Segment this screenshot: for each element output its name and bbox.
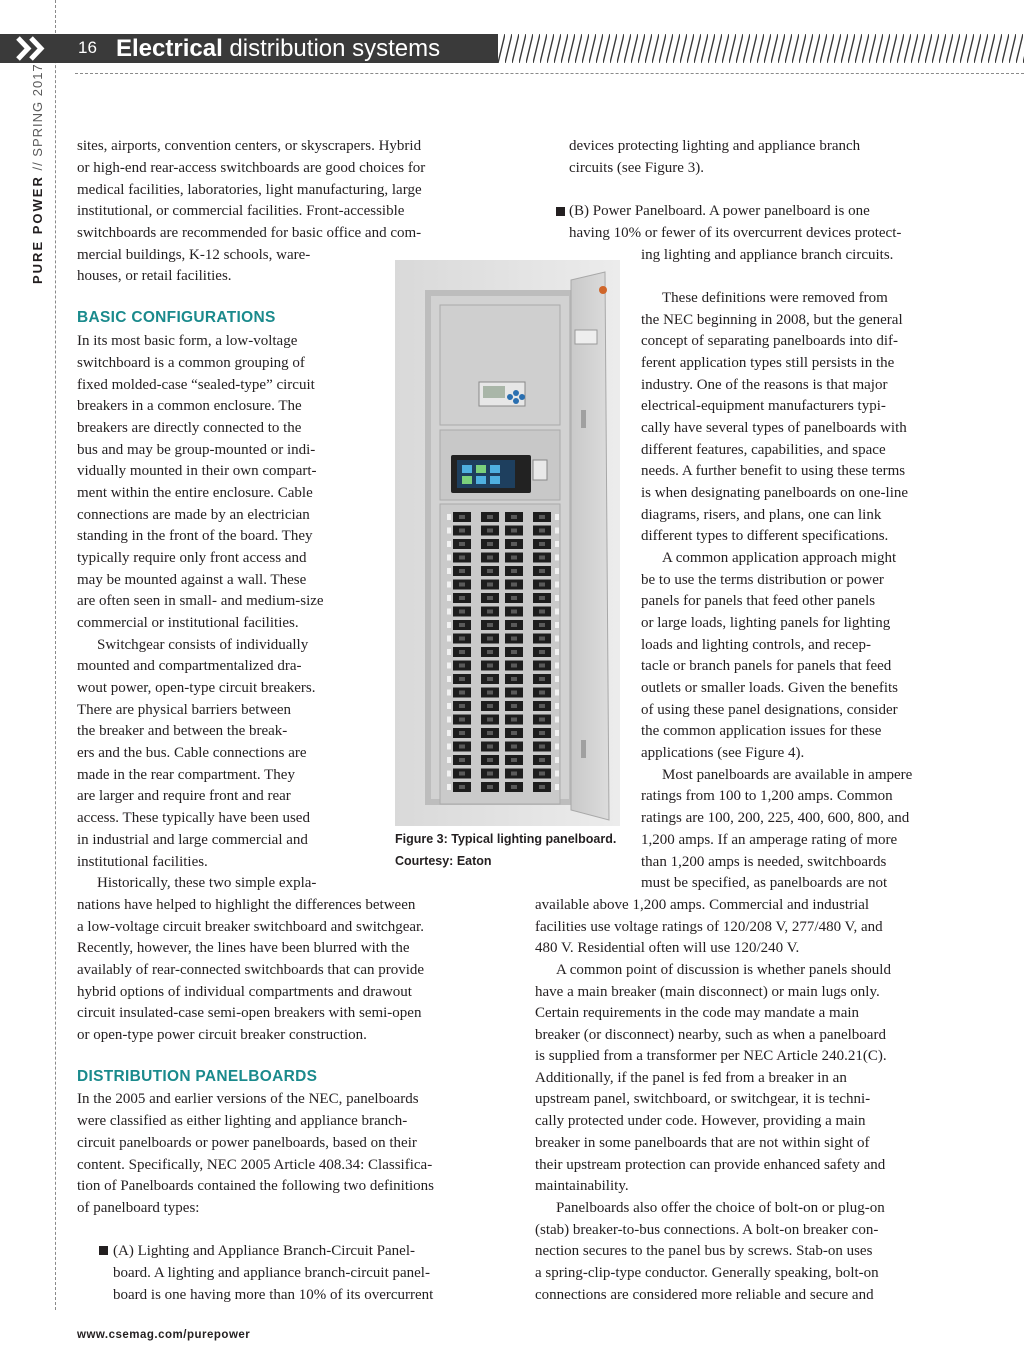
page-header xyxy=(0,34,1024,63)
breaker-toggle xyxy=(539,650,545,654)
right-column-text-line: facilities use voltage ratings of 120/208 V, 277/480 V, and xyxy=(535,919,883,935)
breaker-toggle xyxy=(539,785,545,789)
left-column-text-line: hybrid options of individual compartments and drawout xyxy=(77,984,412,1000)
breaker-toggle xyxy=(487,542,493,546)
breaker-label xyxy=(447,771,451,777)
right-column-text-line: a spring-clip-type conductor. Generally speaking, bolt-on xyxy=(535,1265,879,1281)
right-column-text-line: A common application approach might xyxy=(662,550,897,566)
left-column-text-line: breakers are directly connected to the xyxy=(77,420,302,436)
right-column-text-line: outlets or smaller loads. Given the benefits xyxy=(641,680,899,696)
breaker-toggle xyxy=(539,529,545,533)
right-column-text-line: Certain requirements in the code may mandate a main xyxy=(535,1005,860,1021)
breaker-label xyxy=(447,568,451,574)
left-column-text-line: are larger and require front and rear xyxy=(77,788,291,804)
right-column-text-line: have a main breaker (main disconnect) or main lugs only. xyxy=(535,984,880,1000)
margin-dashed-rule xyxy=(55,0,56,1310)
side-issue: // SPRING 2017 xyxy=(30,63,45,176)
breaker-toggle xyxy=(459,650,465,654)
left-column-text-line: or open-type power circuit breaker construction. xyxy=(77,1027,367,1043)
left-column-text-line: houses, or retail facilities. xyxy=(77,268,232,284)
right-column-text-line: tacle or branch panels for panels that feed xyxy=(641,658,892,674)
breaker-toggle xyxy=(539,664,545,668)
breaker-toggle xyxy=(487,731,493,735)
right-column-text-line: applications (see Figure 4). xyxy=(641,745,805,761)
right-column-text-line: ing lighting and appliance branch circuits. xyxy=(641,247,894,263)
breaker-label xyxy=(447,541,451,547)
breaker-toggle xyxy=(511,610,517,614)
heading-distribution-panelboards: DISTRIBUTION PANELBOARDS xyxy=(77,1068,318,1085)
breaker-label xyxy=(447,555,451,561)
breaker-toggle xyxy=(459,542,465,546)
breaker-toggle xyxy=(459,718,465,722)
right-column-text-line: circuits (see Figure 3). xyxy=(569,160,704,176)
breaker-toggle xyxy=(459,583,465,587)
breaker-toggle xyxy=(459,677,465,681)
right-column-text-line: Additionally, if the panel is fed from a breaker in an xyxy=(535,1070,847,1086)
left-column-text-line: institutional facilities. xyxy=(77,854,208,870)
breaker-label xyxy=(447,528,451,534)
breaker-label xyxy=(555,541,559,547)
left-column-text-line: Switchgear consists of individually xyxy=(97,637,309,653)
breaker-label xyxy=(447,676,451,682)
breaker-toggle xyxy=(511,691,517,695)
breaker-label xyxy=(555,663,559,669)
left-column-text-line: breakers in a common enclosure. The xyxy=(77,398,302,414)
breaker-toggle xyxy=(487,718,493,722)
breaker-toggle xyxy=(511,515,517,519)
left-column-text-line: Recently, however, the lines have been blurred with the xyxy=(77,940,410,956)
breaker-label xyxy=(555,771,559,777)
breaker-toggle xyxy=(487,529,493,533)
right-column-text-line: available above 1,200 amps. Commercial and industrial xyxy=(535,897,870,913)
left-column-text-line: wout power, open-type circuit breakers. xyxy=(77,680,316,696)
breaker-label xyxy=(447,582,451,588)
breaker-label xyxy=(447,717,451,723)
breaker-toggle xyxy=(539,772,545,776)
left-column-text-line: were classified as either lighting and appliance branch- xyxy=(77,1113,408,1129)
right-column-text-line: having 10% or fewer of its overcurrent devices protect- xyxy=(569,225,902,241)
right-column-text-line: 480 V. Residential often will use 120/240 V. xyxy=(535,940,800,956)
left-column-text-line: board. A lighting and appliance branch-circuit panel- xyxy=(113,1265,430,1281)
breaker-label xyxy=(447,730,451,736)
left-column-text-line: institutional, or commercial facilities. Front-accessible xyxy=(77,203,405,219)
right-column-text-line: maintainability. xyxy=(535,1178,629,1194)
breaker-label xyxy=(555,514,559,520)
left-column-text-line: nations have helped to highlight the differences between xyxy=(77,897,416,913)
breaker-label xyxy=(555,784,559,790)
right-column-text-line: industry. One of the reasons is that major xyxy=(641,377,888,393)
bullet-marker xyxy=(556,207,565,216)
breaker-label xyxy=(555,568,559,574)
breaker-toggle xyxy=(459,704,465,708)
left-column-text-line: fixed molded-case “sealed-type” circuit xyxy=(77,377,315,393)
left-column-text-line: made in the rear compartment. They xyxy=(77,767,295,783)
breaker-toggle xyxy=(487,556,493,560)
breaker-toggle xyxy=(511,745,517,749)
breaker-toggle xyxy=(459,529,465,533)
breaker-toggle xyxy=(487,569,493,573)
breaker-label xyxy=(555,703,559,709)
right-column-text-line: electrical-equipment manufacturers typi- xyxy=(641,398,886,414)
breaker-label xyxy=(447,757,451,763)
right-column-text-line: must be specified, as panelboards are not xyxy=(641,875,888,891)
side-issue-label xyxy=(30,63,45,284)
right-column-text-line: panels for panels that feed other panels xyxy=(641,593,876,609)
right-column-text-line: is when designating panelboards on one-line xyxy=(641,485,909,501)
breaker-label xyxy=(555,730,559,736)
breaker-toggle xyxy=(511,650,517,654)
breaker-label xyxy=(447,744,451,750)
left-column-text-line: in industrial and large commercial and xyxy=(77,832,308,848)
breaker-toggle xyxy=(487,650,493,654)
breaker-toggle xyxy=(511,623,517,627)
breaker-toggle xyxy=(539,745,545,749)
heading-basic-configurations: BASIC CONFIGURATIONS xyxy=(77,309,276,326)
breaker-toggle xyxy=(511,596,517,600)
figure-credit: Courtesy: Eaton xyxy=(395,854,492,868)
breaker-toggle xyxy=(487,677,493,681)
right-column-text-line: (stab) breaker-to-bus connections. A bolt-on breaker con- xyxy=(535,1222,879,1238)
breaker-toggle xyxy=(511,529,517,533)
left-column-text-line: (A) Lighting and Appliance Branch-Circuit Panel- xyxy=(113,1243,415,1259)
breaker-toggle xyxy=(487,758,493,762)
breaker-toggle xyxy=(459,664,465,668)
left-column-text-line: In its most basic form, a low-voltage xyxy=(77,333,298,349)
right-column-text-line: diagrams, risers, and plans, one can link xyxy=(641,507,882,523)
breaker-toggle xyxy=(487,664,493,668)
breaker-toggle xyxy=(539,691,545,695)
right-column-text-line: connections are considered more reliable and secure and xyxy=(535,1287,874,1303)
left-column-text-line: availably of rear-connected switchboards that can provide xyxy=(77,962,425,978)
right-column-text-line: ratings are 100, 200, 225, 400, 600, 800, and xyxy=(641,810,910,826)
breaker-label xyxy=(555,609,559,615)
breaker-toggle xyxy=(539,515,545,519)
right-column-text-line: their upstream protection can provide enhanced safety and xyxy=(535,1157,886,1173)
breaker-label xyxy=(555,690,559,696)
breaker-label xyxy=(555,595,559,601)
breaker-toggle xyxy=(511,542,517,546)
breaker-label xyxy=(555,676,559,682)
left-column-text-line: board is one having more than 10% of its overcurrent xyxy=(113,1287,434,1303)
breaker-toggle xyxy=(459,623,465,627)
panelboard-photo xyxy=(395,260,620,826)
breaker-label xyxy=(447,690,451,696)
header-dashed-rule xyxy=(75,73,1024,74)
breaker-label xyxy=(555,717,559,723)
breaker-label xyxy=(555,555,559,561)
breaker-toggle xyxy=(511,772,517,776)
breaker-toggle xyxy=(459,515,465,519)
breaker-label xyxy=(447,649,451,655)
section-title-bold: Electrical xyxy=(116,35,223,62)
left-column-text-line: mercial buildings, K-12 schools, ware- xyxy=(77,247,311,263)
right-column-text-line: breaker in some panelboards that are not within sight of xyxy=(535,1135,870,1151)
right-column-text-line: devices protecting lighting and appliance branch xyxy=(569,138,861,154)
breaker-toggle xyxy=(539,718,545,722)
breaker-toggle xyxy=(511,637,517,641)
right-column-text-line: is supplied from a transformer per NEC Article 240.21(C). xyxy=(535,1048,887,1064)
right-column-text-line: ferent application types still persists in the xyxy=(641,355,895,371)
breaker-toggle xyxy=(487,785,493,789)
panelboard-illustration xyxy=(395,260,620,826)
right-column-text-line: Most panelboards are available in ampere xyxy=(662,767,913,783)
breaker-toggle xyxy=(511,583,517,587)
right-column-text-line: be to use the terms distribution or power xyxy=(641,572,884,588)
double-chevron-icon xyxy=(14,34,50,63)
breaker-toggle xyxy=(539,569,545,573)
breaker-toggle xyxy=(511,704,517,708)
breaker-toggle xyxy=(539,610,545,614)
breaker-toggle xyxy=(487,704,493,708)
breaker-label xyxy=(447,622,451,628)
breaker-toggle xyxy=(487,610,493,614)
breaker-toggle xyxy=(511,677,517,681)
breaker-toggle xyxy=(459,785,465,789)
right-column-text-line: cally protected under code. However, providing a main xyxy=(535,1113,866,1129)
right-column-text-line: These definitions were removed from xyxy=(662,290,888,306)
right-column-text-line: concept of separating panelboards into dif- xyxy=(641,333,898,349)
breaker-toggle xyxy=(459,637,465,641)
breaker-toggle xyxy=(539,758,545,762)
breaker-toggle xyxy=(459,556,465,560)
breaker-label xyxy=(447,595,451,601)
breaker-toggle xyxy=(487,515,493,519)
left-column-text-line: commercial or institutional facilities. xyxy=(77,615,299,631)
right-column-text-line: 1,200 amps. If an amperage rating of more xyxy=(641,832,898,848)
left-column-text-line: tion of Panelboards contained the following two definitions xyxy=(77,1178,435,1194)
right-column-text-line: Panelboards also offer the choice of bolt-on or plug-on xyxy=(556,1200,885,1216)
right-column-text-line: loads and lighting controls, and recep- xyxy=(641,637,871,653)
left-column-text-line: are often seen in small- and medium-size xyxy=(77,593,324,609)
right-column-text-line: different types to different specifications. xyxy=(641,528,889,544)
breaker-toggle xyxy=(539,542,545,546)
right-column-text-line: the NEC beginning in 2008, but the general xyxy=(641,312,903,328)
breaker-toggle xyxy=(459,596,465,600)
breaker-toggle xyxy=(459,745,465,749)
breaker-label xyxy=(555,649,559,655)
left-column-text-line: Historically, these two simple expla- xyxy=(97,875,317,891)
left-column-text-line: typically require only front access and xyxy=(77,550,307,566)
left-column-text-line: ment within the entire enclosure. Cable xyxy=(77,485,313,501)
right-column-text-line: than 1,200 amps is needed, switchboards xyxy=(641,854,887,870)
breaker-label xyxy=(447,636,451,642)
right-column-text-line: upstream panel, switchboard, or switchgear, it is techni- xyxy=(535,1091,871,1107)
left-column-text-line: circuit panelboards or power panelboards, based on their xyxy=(77,1135,417,1151)
right-column-text-line: needs. A further benefit to using these terms xyxy=(641,463,906,479)
breaker-toggle xyxy=(539,677,545,681)
breaker-label xyxy=(555,744,559,750)
breaker-toggle xyxy=(539,623,545,627)
right-column-text-line: or large loads, lighting panels for lighting xyxy=(641,615,891,631)
breaker-toggle xyxy=(487,596,493,600)
left-column-text-line: switchboard is a common grouping of xyxy=(77,355,305,371)
breaker-toggle xyxy=(487,691,493,695)
left-column-text-line: There are physical barriers between xyxy=(77,702,292,718)
left-column-text-line: bus and may be group-mounted or indi- xyxy=(77,442,316,458)
left-column-text-line: of panelboard types: xyxy=(77,1200,200,1216)
right-column-text-line: the common application issues for these xyxy=(641,723,882,739)
left-column-text-line: switchboards are recommended for basic office and com- xyxy=(77,225,422,241)
breaker-toggle xyxy=(459,569,465,573)
left-column-text-line: vidually mounted in their own compart- xyxy=(77,463,317,479)
breaker-toggle xyxy=(459,758,465,762)
side-brand: PURE POWER xyxy=(30,175,45,284)
left-column-text-line: a low-voltage circuit breaker switchboard and switchgear. xyxy=(77,919,424,935)
breaker-toggle xyxy=(511,556,517,560)
breaker-label xyxy=(447,663,451,669)
breaker-toggle xyxy=(511,731,517,735)
left-column-text-line: or high-end rear-access switchboards are good choices for xyxy=(77,160,426,176)
breaker-toggle xyxy=(539,704,545,708)
breaker-label xyxy=(447,703,451,709)
breaker-label xyxy=(555,528,559,534)
breaker-toggle xyxy=(511,569,517,573)
left-column-text-line: mounted and compartmentalized dra- xyxy=(77,658,302,674)
left-column-text-line: sites, airports, convention centers, or skyscrapers. Hybrid xyxy=(77,138,422,154)
right-column-text-line: (B) Power Panelboard. A power panelboard is one xyxy=(569,203,870,219)
page-number: 16 xyxy=(78,38,97,57)
breaker-toggle xyxy=(539,596,545,600)
breaker-toggle xyxy=(487,637,493,641)
left-column-text-line: In the 2005 and earlier versions of the NEC, panelboards xyxy=(77,1091,419,1107)
left-column-text-line: access. These typically have been used xyxy=(77,810,310,826)
right-column-text-line: breaker (or disconnect) nearby, such as when a panelboard xyxy=(535,1027,886,1043)
breaker-toggle xyxy=(487,772,493,776)
breaker-toggle xyxy=(539,583,545,587)
breaker-toggle xyxy=(487,745,493,749)
breaker-toggle xyxy=(511,718,517,722)
breaker-label xyxy=(447,609,451,615)
breaker-label xyxy=(555,582,559,588)
right-column-text-line: ratings from 100 to 1,200 amps. Common xyxy=(641,788,893,804)
right-column-text-line: of using these panel designations, consider xyxy=(641,702,898,718)
breaker-label xyxy=(447,784,451,790)
breaker-toggle xyxy=(511,664,517,668)
header-hatch-pattern xyxy=(498,34,1024,63)
breaker-toggle xyxy=(511,785,517,789)
breaker-toggle xyxy=(459,731,465,735)
breaker-toggle xyxy=(487,583,493,587)
right-column-text-line: different features, capabilities, and space xyxy=(641,442,886,458)
breaker-toggle xyxy=(539,637,545,641)
left-column-text-line: circuit insulated-case semi-open breakers with semi-open xyxy=(77,1005,422,1021)
breaker-label xyxy=(555,622,559,628)
right-column-text-line: A common point of discussion is whether panels should xyxy=(556,962,891,978)
bullet-marker xyxy=(99,1246,108,1255)
left-column-text-line: standing in the front of the board. They xyxy=(77,528,313,544)
figure-caption: Figure 3: Typical lighting panelboard. xyxy=(395,832,617,846)
left-column-text-line: ers and the bus. Cable connections are xyxy=(77,745,307,761)
left-column-text-line: the breaker and between the break- xyxy=(77,723,288,739)
breaker-toggle xyxy=(511,758,517,762)
left-column-text-line: connections are made by an electrician xyxy=(77,507,310,523)
section-title-rest: distribution systems xyxy=(222,35,441,62)
breaker-toggle xyxy=(539,731,545,735)
left-column-text-line: may be mounted against a wall. These xyxy=(77,572,307,588)
breaker-toggle xyxy=(459,691,465,695)
left-column-text-line: content. Specifically, NEC 2005 Article 408.34: Classifica- xyxy=(77,1157,433,1173)
breaker-label xyxy=(555,757,559,763)
breaker-label xyxy=(555,636,559,642)
right-column-text-line: nection secures to the panel bus by screws. Stab-on uses xyxy=(535,1243,873,1259)
footer-url: www.csemag.com/purepower xyxy=(77,1329,251,1341)
breaker-toggle xyxy=(459,610,465,614)
section-title xyxy=(116,34,440,63)
breaker-toggle xyxy=(487,623,493,627)
left-column-text-line: medical facilities, laboratories, light manufacturing, large xyxy=(77,182,422,198)
breaker-label xyxy=(447,514,451,520)
breaker-toggle xyxy=(459,772,465,776)
right-column-text-line: cally have several types of panelboards with xyxy=(641,420,907,436)
breaker-toggle xyxy=(539,556,545,560)
